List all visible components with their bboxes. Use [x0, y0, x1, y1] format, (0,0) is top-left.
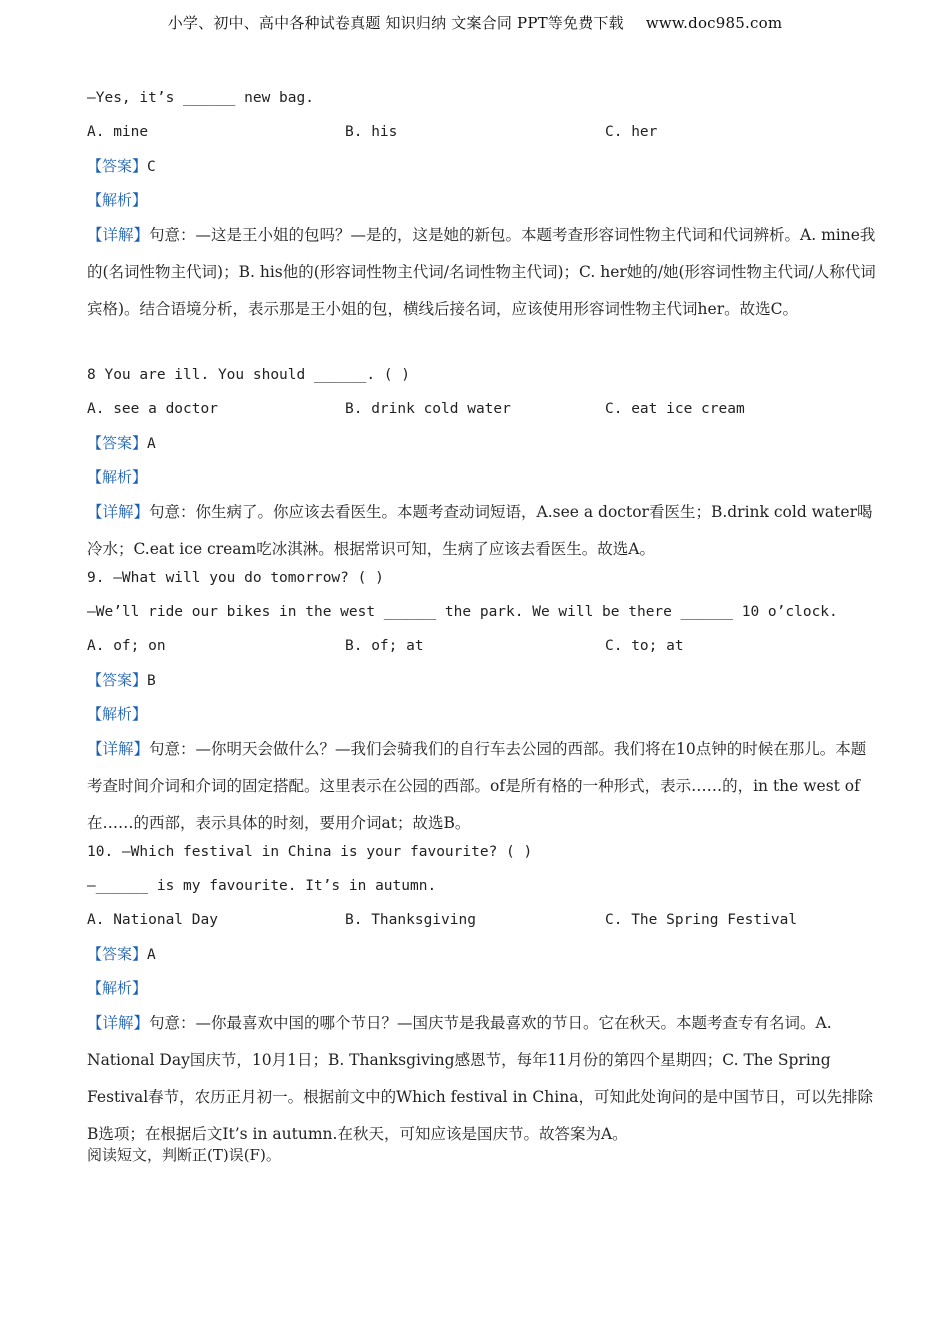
q7-option-b: B. his — [345, 124, 398, 140]
q9-question: 9. —What will you do tomorrow? ( ) — [87, 570, 384, 586]
q7-analysis-heading: 【解析】 — [87, 191, 148, 209]
q8-option-a: A. see a doctor — [87, 401, 218, 417]
q9-option-c: C. to; at — [605, 638, 684, 654]
q9-detail: 【详解】句意：—你明天会做什么？—我们会骑我们的自行车去公园的西部。我们将在10点钟的时候在那儿。本题考查时间介词和介词的固定搭配。这里表示在公园的西部。of是所有格的一种形式，表示……的，in the west of在……的西部，表示具体的时刻，要用介词at；故选B。 — [87, 740, 867, 832]
q7-detail: 【详解】句意：—这是王小姐的包吗？—是的，这是她的新包。本题考查形容词性物主代词和代词辨析。A. mine我的(名词性物主代词)；B. his他的(形容词性物主代词/名词性物主代词)；C. her她的/她(形容词性物主代词/人称代词宾格)。结合语境分析，表示那是王小姐的包，横线后接名词，应该使用形容词性物主代词her。故选C。 — [87, 226, 876, 318]
answer-tag: 【答案】 — [87, 157, 148, 175]
q9-answer: 【答案】B — [87, 671, 156, 689]
q7-options — [87, 122, 877, 156]
q8-options — [87, 399, 877, 433]
q8-option-c: C. eat ice cream — [605, 401, 745, 417]
q8-option-b: B. drink cold water — [345, 401, 511, 417]
q10-option-b: B. Thanksgiving — [345, 912, 476, 928]
q10-analysis-heading: 【解析】 — [87, 979, 148, 997]
q9-options — [87, 636, 877, 670]
reading-intro: 阅读短文，判断正(T)误(F)。 — [87, 1146, 281, 1164]
q7-answer — [87, 156, 877, 190]
q10-answer: 【答案】A — [87, 945, 156, 963]
detail-text: 句意：—这是王小姐的包吗？—是的，这是她的新包。本题考查形容词性物主代词和代词辨析。A. mine我的(名词性物主代词)；B. his他的(形容词性物主代词/名词性物主代词)；C. her她的/她(形容词性物主代词/人称代词宾格)。结合语境分析，表示那是王小姐的包，横线后接名词，应该使用形容词性物主代词her。故选C。 — [87, 226, 876, 318]
q10-option-c: C. The Spring Festival — [605, 912, 798, 928]
q10-dialogue-line: —______ is my favourite. It’s in autumn. — [87, 878, 437, 894]
header-url[interactable]: www.doc985.com — [645, 14, 783, 32]
answer-value: C — [147, 159, 156, 175]
q8-answer: 【答案】A — [87, 434, 156, 452]
q10-question: 10. —Which festival in China is your favourite? ( ) — [87, 844, 533, 860]
q9-option-b: B. of; at — [345, 638, 424, 654]
q8-analysis-heading: 【解析】 — [87, 468, 148, 486]
q10-option-a: A. National Day — [87, 912, 218, 928]
page-header — [0, 12, 950, 33]
document-body — [87, 88, 877, 1175]
q7-option-a: A. mine — [87, 124, 149, 140]
q9-dialogue-line: —We’ll ride our bikes in the west ______ the park. We will be there ______ 10 o’clock. — [87, 604, 838, 620]
q7-dialogue-line: —Yes, it’s ______ new bag. — [87, 90, 314, 106]
q10-options — [87, 910, 877, 944]
q8-question: 8 You are ill. You should ______. ( ) — [87, 367, 411, 383]
q9-analysis-heading: 【解析】 — [87, 705, 148, 723]
q7-option-c: C. her — [605, 124, 658, 140]
header-title: 小学、初中、高中各种试卷真题 知识归纳 文案合同 PPT等免费下载 — [167, 14, 624, 32]
q8-detail: 【详解】句意：你生病了。你应该去看医生。本题考查动词短语，A.see a doctor看医生；B.drink cold water喝冷水；C.eat ice cream吃冰淇淋。根据常识可知，生病了应该去看医生。故选A。 — [87, 503, 873, 558]
q10-detail: 【详解】句意：—你最喜欢中国的哪个节日？—国庆节是我最喜欢的节日。它在秋天。本题考查专有名词。A. National Day国庆节，10月1日；B. Thanksgiving感恩节，每年11月份的第四个星期四；C. The Spring Festival春节，农历正月初一。根据前文中的Which festival in China，可知此处询问的是中国节日，可以先排除B选项；在根据后文It’s in autumn.在秋天，可知应该是国庆节。故答案为A。 — [87, 1014, 873, 1143]
q9-option-a: A. of; on — [87, 638, 166, 654]
